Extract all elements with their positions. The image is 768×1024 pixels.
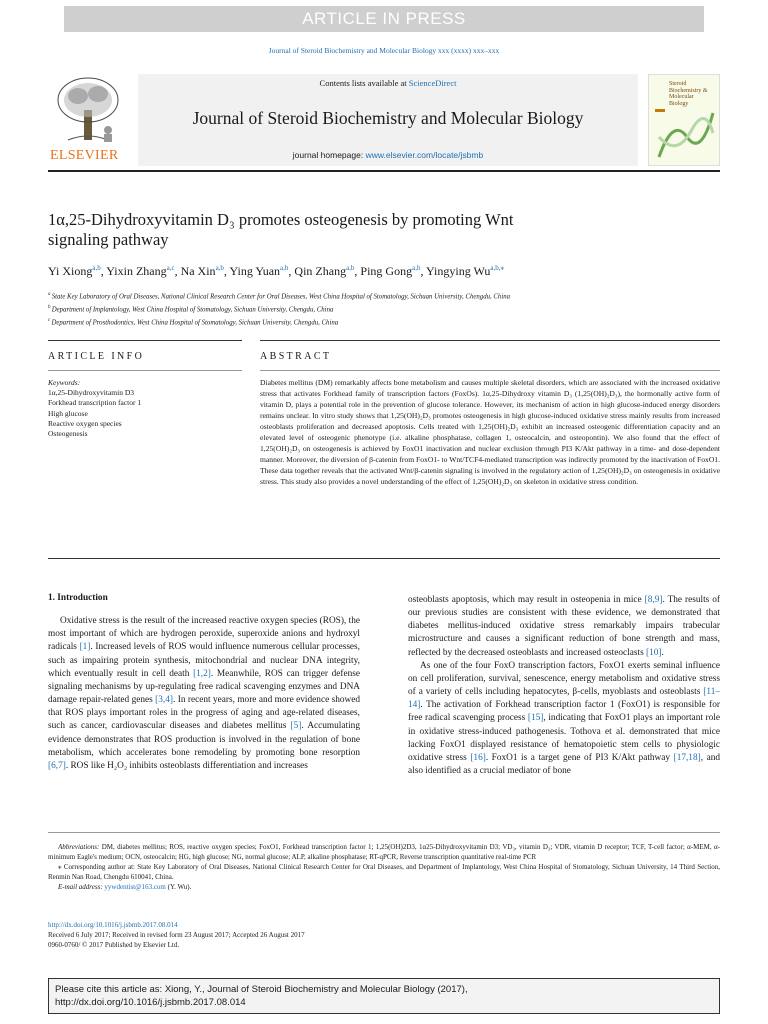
email-footnote: E-mail address: yywdentist@163.com (Y. Wu).	[58, 883, 192, 891]
journal-citation-link[interactable]: Journal of Steroid Biochemistry and Molecular Biology xxx (xxxx) xxx–xxx	[268, 46, 500, 55]
elsevier-tree-icon	[48, 74, 128, 146]
cite-box-doi[interactable]: http://dx.doi.org/10.1016/j.jsbmb.2017.08.014	[55, 997, 246, 1008]
keywords-label: Keywords:	[48, 378, 81, 387]
keyword-item: Osteogenesis	[48, 429, 88, 439]
contents-line	[138, 78, 638, 88]
author-affiliation-mark[interactable]: a,b	[215, 264, 224, 272]
cite-this-article-box	[48, 978, 720, 1014]
author-affiliation-mark[interactable]: a,b	[412, 264, 421, 272]
author-name: Ying Yuan	[229, 264, 281, 278]
author-name: Qin Zhang	[294, 264, 347, 278]
contents-prefix: Contents lists available at	[319, 78, 409, 88]
doi-link[interactable]: http://dx.doi.org/10.1016/j.jsbmb.2017.08.014	[48, 921, 178, 929]
author-name: Yingying Wu	[426, 264, 491, 278]
introduction-heading: 1. Introduction	[48, 593, 108, 603]
homepage-link[interactable]: www.elsevier.com/locate/jsbmb	[365, 150, 484, 160]
left-body-column	[48, 592, 360, 773]
journal-masthead	[138, 74, 638, 166]
affiliations	[48, 290, 720, 328]
cite-box-line: Please cite this article as: Xiong, Y., Journal of Steroid Biochemistry and Molecular Biology (2017),	[55, 984, 468, 995]
author-affiliation-mark[interactable]: a,b,⁎	[490, 264, 504, 272]
copyright: 0960-0760/ © 2017 Published by Elsevier Ltd.	[48, 941, 180, 949]
journal-title: Journal of Steroid Biochemistry and Molecular Biology	[192, 108, 584, 128]
keyword-item: 1α,25-Dihydroxyvitamin D3	[48, 388, 135, 398]
keyword-item: High glucose	[48, 408, 88, 418]
abstract-text: Diabetes mellitus (DM) remarkably affects bone metabolism and causes multiple skeletal disorders, which are associated with the increased oxidative stress that activates Forkhead family of transcription factors (FoxOs). 1α,25-Dihydroxy vitamin D₃ (1,25(OH)₂D₃), the hormonally active form of vitamin D, plays a potential role in the prevention of glucose tolerance. However, its mechanism of action in high glucose-induced energy disorders remains unclear. In vitro study shows that 1,25(OH)₂D₃ promotes osteogenesis in high glucose-induced oxidative stress mainly results from increased osteoblasts proliferation and decreased apoptosis. Cells treated with 1,25(OH)₂D₃ exhibit an increased osteogenic differentiation capacity and an elevated level of osteogenic phenotype (i.e. alkaline phosphatase, collagen 1, osteocalcin, and osteopontin). We also found that the effect of 1,25(OH)₂D₃ on osteogenesis is achieved by FoxO1 inactivation and nuclear exclusion through PI3 K/Akt pathway in a time- and dose-dependent manner. Moreover, the diversion of β-catenin from FoxO1- to Wnt/TCF4-mediated transcription was indirectly promoted by the inactivation of FoxO1. These data together reveals that the activated Wnt/β-catenin signaling is involved in the regulatory action of 1,25(OH)₂D₃ on osteogenesis in oxidative stress. This study also provides a novel understanding of the effect of 1,25(OH)₂D₃ on skeleton in oxidative stress condition.	[260, 378, 720, 487]
article-info-rule	[48, 340, 242, 341]
abstract-heading: ABSTRACT	[260, 351, 332, 362]
reference-link[interactable]: [1]	[79, 642, 91, 653]
abstract-rule	[260, 340, 720, 341]
received-dates: Received 6 July 2017; Received in revised form 23 August 2017; Accepted 26 August 2017	[48, 931, 305, 939]
article-title: 1α,25-Dihydroxyvitamin D₃ promotes osteogenesis by promoting Wnt signaling pathway	[48, 210, 514, 249]
abstract-top-rule	[260, 370, 720, 371]
journal-cover-thumbnail	[648, 74, 720, 166]
journal-header	[48, 74, 720, 172]
sciencedirect-link[interactable]: ScienceDirect	[408, 78, 457, 88]
author-name: Yi Xiong	[48, 264, 93, 278]
author-name: Yixin Zhang	[106, 264, 167, 278]
corresponding-author-footnote: ⁎ Corresponding author at: State Key Laboratory of Oral Diseases, National Clinical Research Center for Oral Diseases, and Department of Implantology, West China Hospital of Stomatology, Sichuan University, 14 Third Section, Renmin Nan Road, Chengdu 610041, China.	[48, 863, 720, 881]
footnote-rule	[48, 832, 720, 833]
affiliation-line: $^c$ Department of Prosthodontics, West China Hospital of Stomatology, Sichuan University, Chengdu, China	[48, 317, 339, 326]
author-name: Na Xin	[180, 264, 216, 278]
affiliation-line: $^a$ State Key Laboratory of Oral Diseases, National Clinical Research Center for Oral Diseases, West China Hospital of Stomatology, Sichuan University, Chengdu, China	[48, 292, 511, 301]
affiliation-line: $^b$ Department of Implantology, West China Hospital of Stomatology, Sichuan University, Chengdu, China	[48, 304, 334, 314]
intro-paragraph-1-continued: osteoblasts apoptosis, which may result in osteopenia in mice [8,9]. The results of our previous studies are consistent with these evidence, we demonstrated that diabetes mellitus-induced oxidative stress remarkably impairs trabecular microstructure and causes a significant reduction of bone strength and mass, reflected by the decreased osteoblasts and increased osteoclasts [10].	[408, 595, 720, 658]
footnotes	[48, 842, 720, 892]
author-affiliation-mark[interactable]: a,c	[166, 264, 175, 272]
keyword-item: Reactive oxygen species	[48, 418, 122, 428]
homepage-label: journal homepage:	[292, 150, 366, 160]
reference-link[interactable]: [1,2]	[193, 668, 211, 679]
keywords-rule	[48, 370, 242, 371]
keywords	[48, 378, 242, 439]
author-name: Ping Gong	[360, 264, 413, 278]
reference-link[interactable]: [6,7]	[48, 760, 66, 771]
right-body-column	[408, 594, 720, 778]
reference-link[interactable]: [17,18]	[673, 752, 701, 763]
cover-title: Steroid Biochemistry & Molecular Biology	[669, 81, 708, 107]
reference-link[interactable]: [3,4]	[155, 695, 173, 706]
abstract-bottom-rule	[48, 558, 720, 559]
keyword-item: Forkhead transcription factor 1	[48, 398, 142, 408]
elsevier-wordmark: ELSEVIER	[50, 148, 119, 163]
journal-homepage	[138, 150, 638, 160]
author-affiliation-mark[interactable]: a,b	[346, 264, 355, 272]
author-affiliation-mark[interactable]: a,b	[280, 264, 289, 272]
elsevier-logo	[48, 74, 128, 166]
author-affiliation-mark[interactable]: a,b	[92, 264, 101, 272]
intro-paragraph-2: As one of the four FoxO transcription factors, FoxO1 exerts seminal influence on cell proliferation, survival, senescence, energy metabolism and oxidative stress of a variety of cells including hepatocytes, β-cells, myoblasts and osteoblasts [11–14]. The activation of Forkhead transcription factor 1 (FoxO1) is responsible for free radical scavenging process [15], indicating that FoxO1 plays an important role in oxidative stress-induced pathogenesis. Tothova et al. demonstrated that mice lacking FoxO1 displayed resistance of hematopoietic stem cells to physiologic oxidative stress [16]. FoxO1 is a target gene of PI3 K/Akt pathway [17,18], and also identified as a crucial mediator of bone	[408, 660, 720, 777]
publication-info	[48, 920, 720, 950]
article-in-press-banner: ARTICLE IN PRESS	[64, 6, 704, 32]
reference-link[interactable]: [11–14]	[408, 687, 720, 711]
reference-link[interactable]: [16]	[470, 752, 486, 763]
reference-link[interactable]: [5]	[290, 721, 302, 732]
intro-paragraph-1: Oxidative stress is the result of the increased reactive oxygen species (ROS), the most important of which are hydrogen peroxide, superoxide anions and hydroxyl radicals [1]. Increased levels of ROS would influence numerous cellular processes, such as impairing protein synthesis, mitochondrial and nuclear DNA integrity, which eventually result in cell death [1,2]. Meanwhile, ROS can trigger defense signaling mechanisms by up-regulating free radical scavenging enzymes and DNA damage repair-related genes [3,4]. In recent years, more and more evidence showed that ROS plays important roles in the progress of aging and age-related diseases, such as cancer, cardiovascular diseases and diabetes mellitus [5]. Accumulating evidence demonstrates that ROS production is involved in the regulation of bone metabolism, which accelerates bone remodeling by promoting bone resorption [6,7]. ROS like H₂O₂ inhibits osteoblasts differentiation and increases	[48, 616, 361, 771]
email-link[interactable]: yywdentist@163.com	[104, 883, 166, 891]
article-info-heading: ARTICLE INFO	[48, 351, 145, 362]
abbreviations-footnote: Abbreviations: DM, diabetes mellitus; ROS, reactive oxygen species; FoxO1, Forkhead transcription factor 1; 1,25(OH)2D3, 1α25-Dihydroxyvitamin D3; VD₃, vitamin D₃; VDR, vitamin D receptor; TCF, T-cell factor; α-MEM, α-minimum Eagle's medium; OCN, osteocalcin; HG, high glucose; NG, normal glucose; ALP, alkaline phosphatase; RT-qPCR, Reverse transcription quantitative real-time PCR	[48, 843, 720, 861]
reference-link[interactable]: [8,9]	[644, 595, 663, 605]
dna-helix-icon	[653, 107, 717, 163]
reference-link[interactable]: [15]	[527, 713, 544, 724]
author-list: Yi Xiong$^{a,b}$, Yixin Zhang$^{a,c}$, Na Xin$^{a,b}$, Ying Yuan$^{a,b}$, Qin Zhang$^{a,b}$, Ping Gong$^{a,b}$, Yingying $Wu^{a,b,⁎}$	[48, 264, 504, 278]
reference-link[interactable]: [10]	[646, 647, 662, 658]
